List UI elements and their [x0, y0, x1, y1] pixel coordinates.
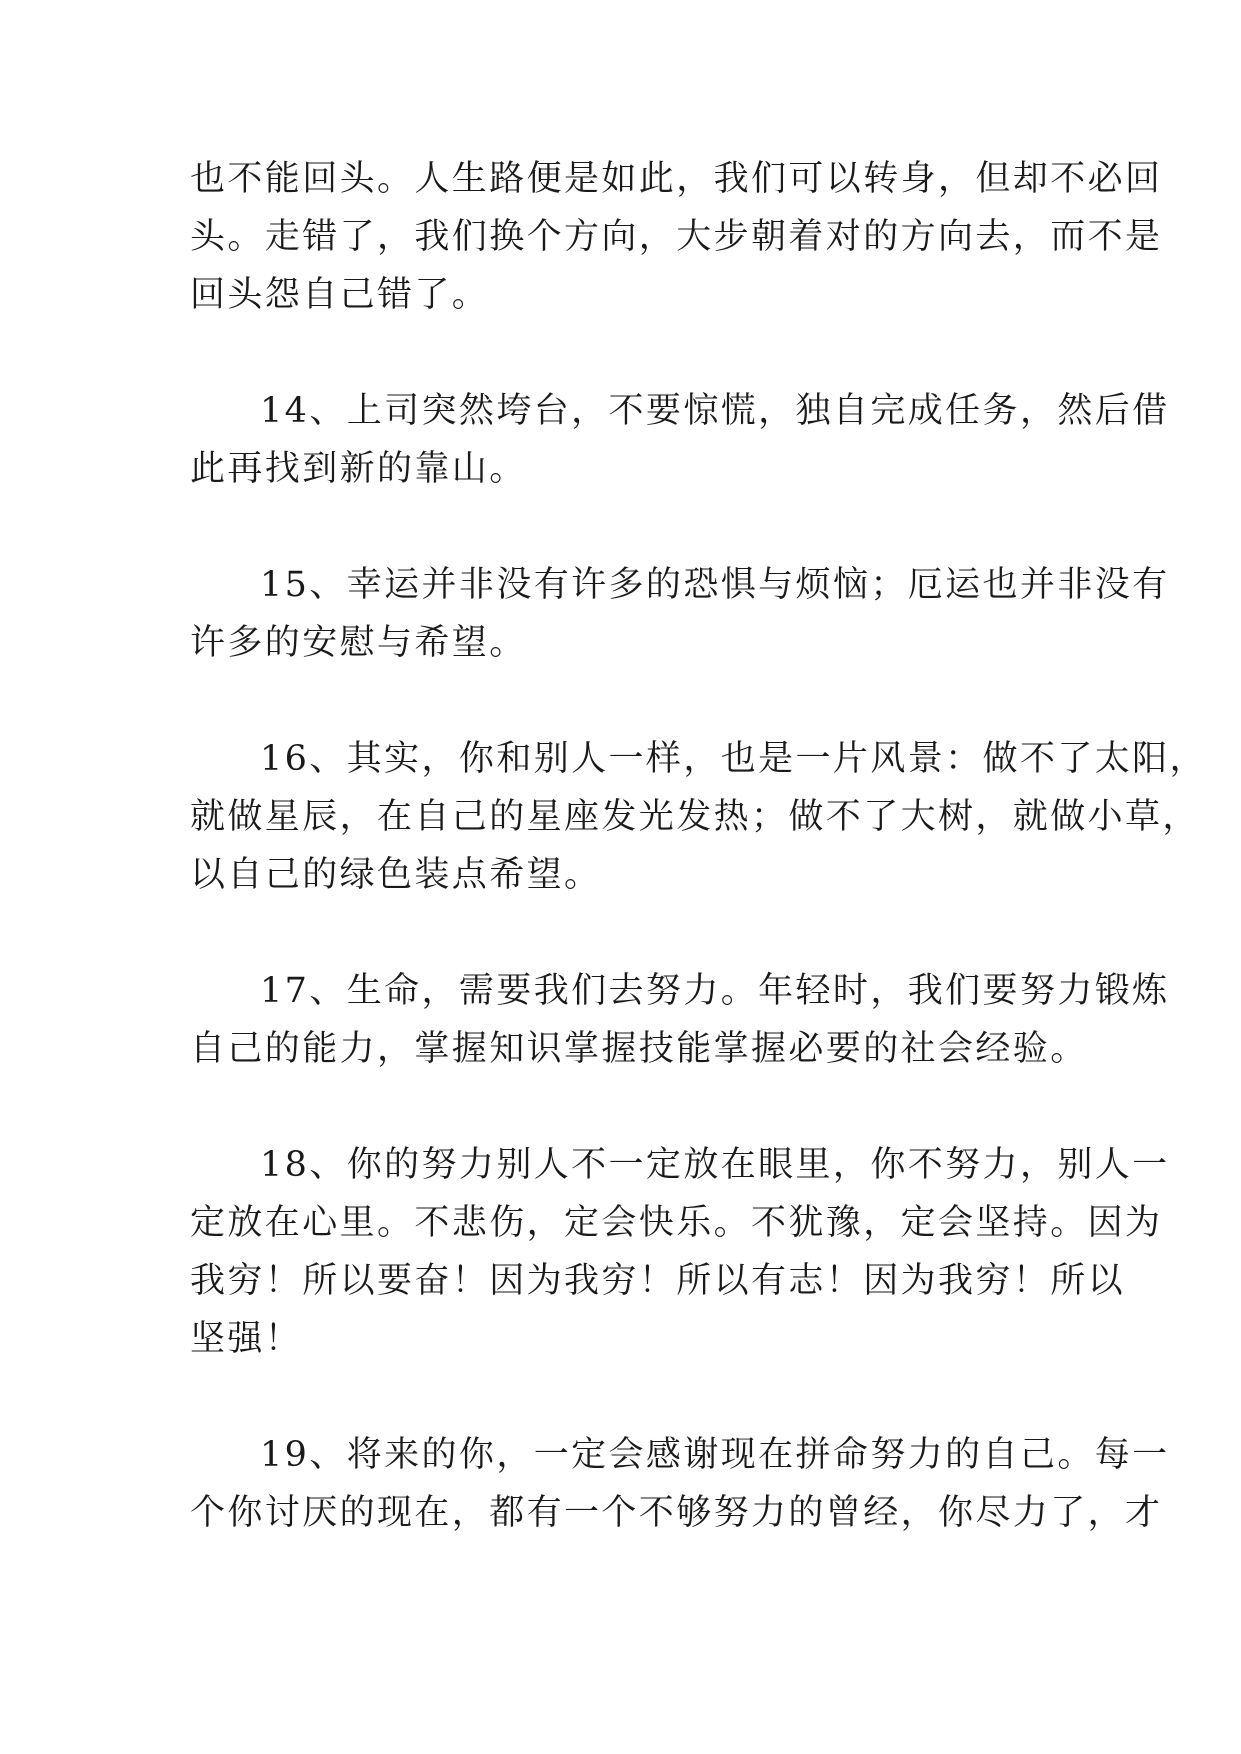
text-line: 此再找到新的靠山。: [190, 449, 527, 489]
paragraph-item-14: [190, 382, 1170, 498]
paragraph-continuation: [190, 150, 1163, 324]
paragraph-item-19: [190, 1426, 1170, 1542]
text-line: 许多的安慰与希望。: [190, 623, 527, 663]
text-line: 头。走错了，我们换个方向，大步朝着对的方向去，而不是: [190, 217, 1163, 257]
text-line: 回头怨自己错了。: [190, 275, 490, 315]
text-line: 16、其实，你和别人一样，也是一片风景：做不了太阳，: [260, 739, 1207, 779]
document-page: [190, 150, 1207, 1542]
text-line: 以自己的绿色装点希望。: [190, 855, 602, 895]
text-line: 也不能回头。人生路便是如此，我们可以转身，但却不必回: [190, 159, 1163, 199]
text-line: 18、你的努力别人不一定放在眼里，你不努力，别人一: [260, 1145, 1170, 1185]
text-line: 自己的能力，掌握知识掌握技能掌握必要的社会经验。: [190, 1029, 1088, 1069]
text-line: 我穷！所以要奋！因为我穷！所以有志！因为我穷！所以: [190, 1261, 1126, 1301]
text-line: 14、上司突然垮台，不要惊慌，独自完成任务，然后借: [260, 391, 1170, 431]
text-line: 定放在心里。不悲伤，定会快乐。不犹豫，定会坚持。因为: [190, 1203, 1163, 1243]
text-line: 个你讨厌的现在，都有一个不够努力的曾经，你尽力了，才: [190, 1493, 1163, 1533]
paragraph-item-16: [190, 730, 1207, 904]
paragraph-item-15: [190, 556, 1170, 672]
text-line: 19、将来的你，一定会感谢现在拼命努力的自己。每一: [260, 1435, 1170, 1475]
paragraph-item-18: [190, 1136, 1170, 1368]
text-line: 17、生命，需要我们去努力。年轻时，我们要努力锻炼: [260, 971, 1170, 1011]
paragraph-item-17: [190, 962, 1170, 1078]
text-line: 坚强！: [190, 1319, 303, 1359]
text-line: 就做星辰，在自己的星座发光发热；做不了大树，就做小草，: [190, 797, 1200, 837]
text-line: 15、幸运并非没有许多的恐惧与烦恼；厄运也并非没有: [260, 565, 1170, 605]
